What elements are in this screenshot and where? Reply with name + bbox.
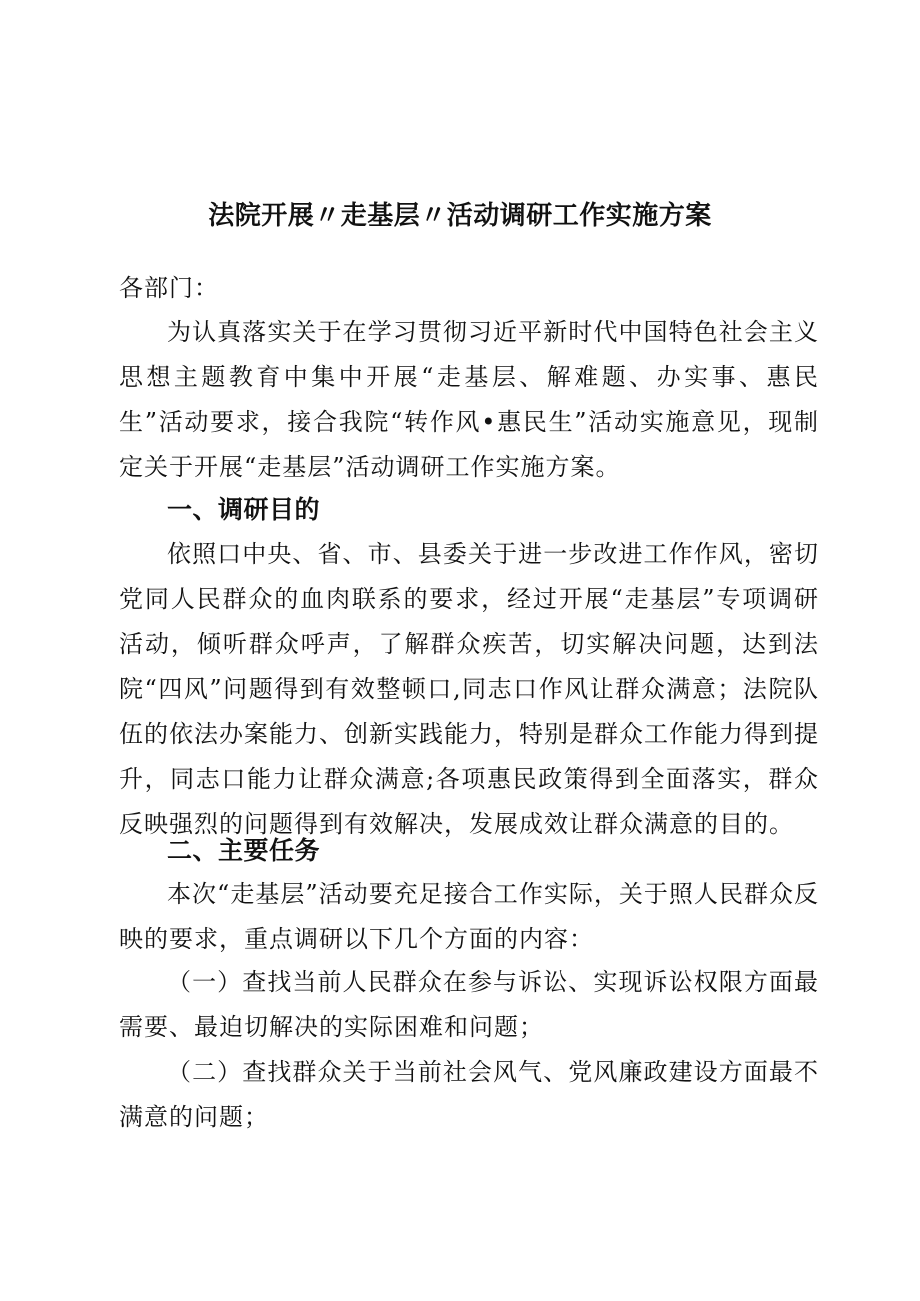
salutation: 各部门：: [119, 274, 219, 302]
section-heading-purpose: 一、调研目的: [167, 495, 321, 524]
section-heading-tasks: 二、主要任务: [167, 836, 321, 865]
section-paragraph-tasks: 本次“走基层”活动要充足接合工作实际，关于照人民群众反映的要求，重点调研以下几个方面的内容：: [119, 880, 819, 953]
task-item-1: （一）查找当前人民群众在参与诉讼、实现诉讼权限方面最需要、最迫切解决的实际困难和问题；: [119, 968, 819, 1041]
intro-paragraph: 为认真落实关于在学习贯彻习近平新时代中国特色社会主义思想主题教育中集中开展“走基层、解难题、办实事、惠民生”活动要求，接合我院“转作风•惠民生”活动实施意见，现制定关于开展“走基层”活动调研工作实施方案。: [119, 318, 819, 481]
section-paragraph-purpose: 依照口中央、省、市、县委关于进一步改进工作作风，密切党同人民群众的血肉联系的要求，经过开展“走基层”专项调研活动，倾听群众呼声，了解群众疾苦，切实解决问题，达到法院“四风”问题得到有效整顿口,同志口作风让群众满意；法院队伍的依法办案能力、创新实践能力，特别是群众工作能力得到提升，同志口能力让群众满意;各项惠民政策得到全面落实，群众反映强烈的问题得到有效解决，发展成效让群众满意的目的。: [119, 540, 819, 838]
document-title: 法院开展〃走基层〃活动调研工作实施方案: [208, 201, 712, 231]
task-item-2: （二）查找群众关于当前社会风气、党风廉政建设方面最不满意的问题；: [119, 1058, 819, 1131]
